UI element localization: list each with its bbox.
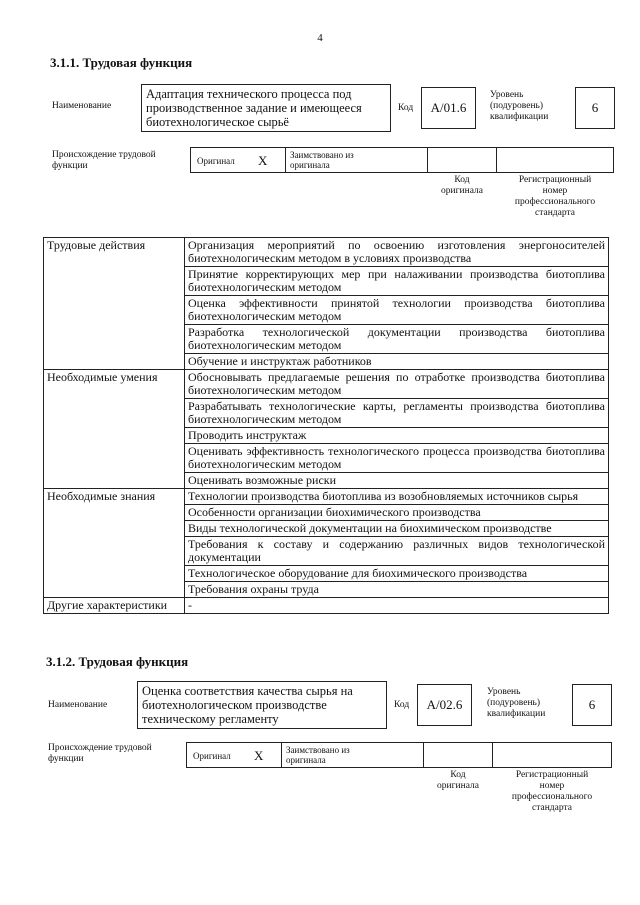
- borrowed-label: [290, 150, 354, 170]
- function-name-box-2: [137, 681, 387, 729]
- registration-cell-2: [492, 742, 612, 768]
- caption-line: номер: [539, 781, 565, 791]
- knowledge-item: Технологии производства биотоплива из возобновляемых источников сырья: [185, 489, 609, 505]
- labor-action-item: Оценка эффективности принятой технологии производства биотоплива биотехнологическим методом: [185, 296, 609, 325]
- original-code-caption-1: [427, 175, 497, 197]
- labor-function-table: [43, 237, 609, 614]
- skill-item: Обосновывать предлагаемые решения по отработке производства биотоплива биотехнологическим методом: [185, 370, 609, 399]
- original-code-cell-2: [423, 742, 493, 768]
- knowledge-item: Требования охраны труда: [185, 582, 609, 598]
- caption-line: Регистрационный: [515, 770, 589, 780]
- borrowed-label-line: оригинала: [286, 755, 326, 765]
- borrowed-label: [286, 745, 350, 765]
- level-box-1: [575, 87, 615, 129]
- table-row: [44, 598, 609, 614]
- knowledge-item: Технологическое оборудование для биохимического производства: [185, 566, 609, 582]
- origin-label-2: [48, 743, 152, 765]
- labor-action-item: Разработка технологической документации производства биотоплива биотехнологическим методом: [185, 325, 609, 354]
- borrowed-cell-2: [281, 742, 424, 768]
- borrowed-cell-1: [285, 147, 428, 173]
- labor-action-item: Принятие корректирующих мер при налаживании производства биотоплива биотехнологическим методом: [185, 267, 609, 296]
- function-name-line: Адаптация технического процесса под: [146, 87, 352, 101]
- code-box-2: [417, 684, 472, 726]
- qualification-level: 6: [588, 697, 596, 712]
- skills-label: Необходимые умения: [44, 370, 185, 489]
- name-label-1: Наименование: [52, 101, 112, 111]
- caption-line: Регистрационный: [518, 175, 592, 185]
- skill-item: Оценивать эффективность технологического процесса производства биотоплива биотехнологическим методом: [185, 444, 609, 473]
- level-label-1: [490, 90, 548, 123]
- caption-line: профессионального: [511, 792, 593, 802]
- function-name-line: биотехнологическое сырьё: [146, 115, 289, 129]
- original-label: Оригинал: [193, 751, 231, 761]
- original-mark: X: [258, 153, 268, 168]
- caption-line: номер: [542, 186, 568, 196]
- function-name-line: производственное задание и имеющееся: [146, 101, 362, 115]
- caption-line: Код: [450, 770, 466, 780]
- level-label-2: [487, 687, 545, 720]
- borrowed-label-line: Заимствовано из: [290, 150, 354, 160]
- code-label-2: Код: [394, 700, 410, 710]
- table-row: [44, 489, 609, 505]
- level-box-2: [572, 684, 612, 726]
- name-label-2: Наименование: [48, 700, 108, 710]
- knowledge-item: Виды технологической документации на биохимическом производстве: [185, 521, 609, 537]
- origin-label-1: [52, 150, 156, 172]
- function-name-line: Оценка соответствия качества сырья на: [142, 684, 353, 698]
- other-characteristics-value: -: [185, 598, 609, 614]
- knowledge-label: Необходимые знания: [44, 489, 185, 598]
- section-title-2: 3.1.2. Трудовая функция: [46, 654, 189, 669]
- skill-item: Оценивать возможные риски: [185, 473, 609, 489]
- table-row: [44, 370, 609, 399]
- original-label: Оригинал: [197, 156, 235, 166]
- code-box-1: [421, 87, 476, 129]
- original-mark: X: [254, 748, 264, 763]
- registration-caption-2: [492, 770, 612, 814]
- skill-item: Проводить инструктаж: [185, 428, 609, 444]
- table-row: [44, 238, 609, 267]
- level-label-line: (подуровень): [490, 101, 544, 111]
- origin-label-line: функции: [52, 161, 88, 171]
- origin-label-line: Происхождение трудовой: [52, 150, 156, 160]
- code-label-1: Код: [398, 103, 414, 113]
- knowledge-item: Требования к составу и содержанию различных видов технологической документации: [185, 537, 609, 566]
- other-characteristics-label: Другие характеристики: [44, 598, 185, 614]
- caption-line: профессионального: [514, 197, 596, 207]
- labor-action-item: Организация мероприятий по освоению изготовления энергоносителей биотехнологическим методом в условиях производства: [185, 238, 609, 267]
- function-name-box-1: [141, 84, 391, 132]
- level-label-line: квалификации: [487, 709, 546, 719]
- level-label-line: Уровень: [487, 687, 521, 697]
- level-label-line: (подуровень): [487, 698, 541, 708]
- function-name-line: биотехнологическом производстве: [142, 698, 327, 712]
- origin-label-line: Происхождение трудовой: [48, 743, 152, 753]
- original-cell-2: [186, 742, 282, 768]
- function-name-line: техническому регламенту: [142, 712, 279, 726]
- caption-line: стандарта: [532, 803, 572, 813]
- level-label-line: квалификации: [490, 112, 549, 122]
- skill-item: Разрабатывать технологические карты, регламенты производства биотоплива биотехнологическим методом: [185, 399, 609, 428]
- level-label-line: Уровень: [490, 90, 524, 100]
- borrowed-label-line: Заимствовано из: [286, 745, 350, 755]
- function-code: A/02.6: [426, 697, 463, 712]
- labor-actions-label: Трудовые действия: [44, 238, 185, 370]
- function-code: A/01.6: [430, 100, 467, 115]
- caption-line: оригинала: [441, 186, 483, 196]
- registration-caption-1: [496, 175, 614, 219]
- page-number: 4: [317, 32, 323, 44]
- section-title-1: 3.1.1. Трудовая функция: [50, 55, 193, 70]
- knowledge-item: Особенности организации биохимического производства: [185, 505, 609, 521]
- original-cell-1: [190, 147, 286, 173]
- qualification-level: 6: [591, 100, 599, 115]
- origin-label-line: функции: [48, 754, 84, 764]
- original-code-cell-1: [427, 147, 497, 173]
- caption-line: стандарта: [535, 208, 575, 218]
- original-code-caption-2: [423, 770, 493, 792]
- borrowed-label-line: оригинала: [290, 160, 330, 170]
- registration-cell-1: [496, 147, 614, 173]
- caption-line: Код: [454, 175, 470, 185]
- labor-action-item: Обучение и инструктаж работников: [185, 354, 609, 370]
- caption-line: оригинала: [437, 781, 479, 791]
